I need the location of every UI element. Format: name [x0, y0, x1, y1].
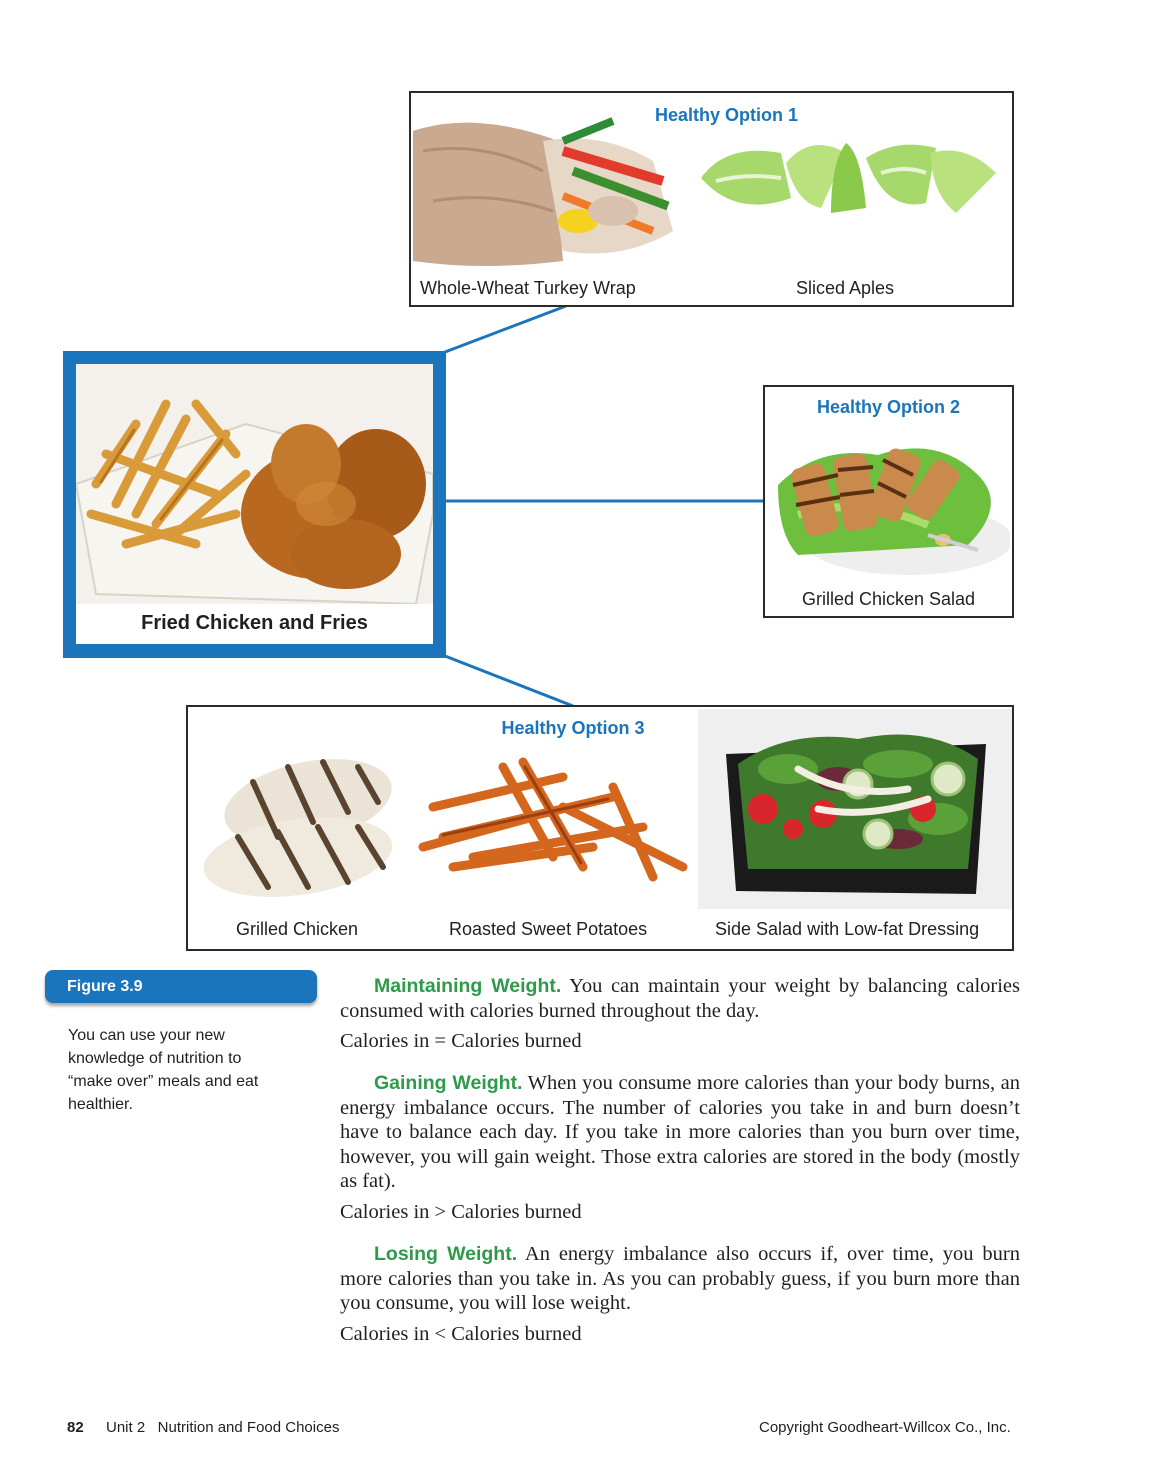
equation-maintaining: Calories in = Calories burned	[340, 1030, 582, 1052]
heading-gaining-weight: Gaining Weight.	[374, 1072, 523, 1094]
healthy-option-2-title: Healthy Option 2	[816, 397, 960, 417]
item-grilled-chicken-salad: Grilled Chicken Salad	[801, 589, 976, 609]
grilled-chicken-salad-image	[778, 425, 1010, 579]
side-salad-image	[698, 709, 1012, 909]
heading-maintaining-weight: Maintaining Weight.	[374, 975, 562, 997]
healthy-option-3-panel	[186, 705, 1014, 951]
turkey-wrap-image	[413, 111, 681, 271]
footer-copyright: Copyright Goodheart-Willcox Co., Inc.	[759, 1419, 1011, 1436]
equation-gaining: Calories in > Calories burned	[340, 1201, 582, 1223]
figure-caption: You can use your new knowledge of nutrition to “make over” meals and eat healthier.	[68, 1027, 259, 1113]
healthy-option-2-panel	[763, 385, 1014, 618]
healthy-option-1-panel	[409, 91, 1014, 307]
healthy-option-1-title: Healthy Option 1	[655, 105, 799, 125]
paragraph-gaining-weight	[340, 1071, 1020, 1194]
item-roasted-sweet-potatoes: Roasted Sweet Potatoes	[449, 919, 648, 939]
text-gaining-weight: When you consume more calories than your body burns, an energy imbalance occurs. The number of calories you take in and burn doesn’t have to balance each day. If you take in more calories than you burn over time, however, you will gain weight. Those extra calories are stored in the body (mostly as fat).	[340, 1072, 1020, 1192]
item-sliced-apples: Sliced Aples	[796, 278, 895, 298]
item-grilled-chicken: Grilled Chicken	[236, 919, 359, 939]
item-whole-wheat-turkey-wrap: Whole-Wheat Turkey Wrap	[420, 278, 636, 298]
footer-unit-title: Unit 2 Nutrition and Food Choices	[106, 1419, 340, 1436]
paragraph-maintaining-weight	[340, 974, 1020, 1023]
text-losing-weight: An energy imbalance also occurs if, over time, you burn more calories than you take in. As you can probably guess, if you burn more than you consume, you will lose weight.	[340, 1243, 1020, 1314]
heading-losing-weight: Losing Weight.	[374, 1243, 518, 1265]
text-maintaining-weight: You can maintain your weight by balancing calories consumed with calories burned throughout the day.	[340, 975, 1020, 1022]
figure-label-tab	[45, 970, 317, 1003]
grilled-chicken-image	[198, 737, 403, 902]
page-number: 82	[67, 1419, 84, 1436]
main-meal-label: Fried Chicken and Fries	[141, 612, 368, 634]
figure-label: Figure 3.9	[67, 978, 143, 995]
roasted-sweet-potatoes-image	[413, 747, 698, 892]
item-side-salad: Side Salad with Low-fat Dressing	[715, 919, 980, 939]
fried-chicken-and-fries-image	[76, 364, 433, 604]
healthy-option-3-title: Healthy Option 3	[501, 718, 645, 738]
sliced-apples-image	[696, 133, 1001, 233]
main-meal-panel	[63, 351, 446, 658]
equation-losing: Calories in < Calories burned	[340, 1323, 582, 1345]
paragraph-losing-weight	[340, 1242, 1020, 1316]
